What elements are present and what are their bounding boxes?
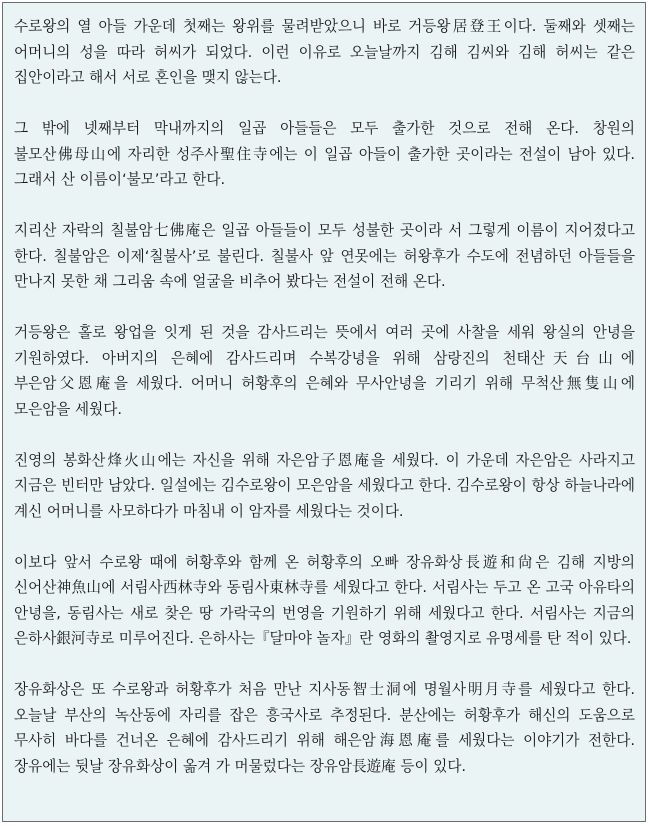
- paragraph-4: 거등왕은 홀로 왕업을 잇게 된 것을 감사드리는 뜻에서 여러 곳에 사찰을 세워 왕실의 안녕을 기원하였다. 아버지의 은혜에 감사드리며 수복강녕을 위해 삼랑진의 천태산天台山에 부은암父恩庵을 세웠다. 어머니 허황후의 은혜와 무사안녕을 기리기 위해 무척산無隻山에 모은암을 세웠다.: [14, 324, 635, 418]
- text-box: [2, 2, 646, 822]
- paragraph-5: 진영의 봉화산烽火山에는 자신을 위해 자은암子恩庵을 세웠다. 이 가운데 자은암은 사라지고 지금은 빈터만 남았다. 일설에는 김수로왕이 모은암을 세웠다고 한다. 김수로왕이 항상 하늘나라에 계신 어머니를 사모하다가 마침내 이 암자를 세웠다는 것이다.: [14, 451, 635, 520]
- paragraph-1: 수로왕의 열 아들 가운데 첫째는 왕위를 물려받았으니 바로 거등왕居登王이다. 둘째와 셋째는 어머니의 성을 따라 허씨가 되었다. 이런 이유로 오늘날까지 김해 김씨와 김해 허씨는 같은 집안이라고 해서 서로 혼인을 맺지 않는다.: [14, 18, 635, 86]
- paragraph-7: 장유화상은 또 수로왕과 허황후가 처음 만난 지사동智士洞에 명월사明月寺를 세웠다고 한다. 오늘날 부산의 녹산동에 자리를 잡은 흥국사로 추정된다. 분산에는 허황후가 해신의 도움으로 무사히 바다를 건너온 은혜에 감사드리기 위해 해은암海恩庵를 세웠다는 이야기가 전한다. 장유에는 뒷날 장유화상이 옮겨 가 머물렀다는 장유암長遊庵 등이 있다.: [14, 681, 635, 775]
- paragraph-2: 그 밖에 넷째부터 막내까지의 일곱 아들들은 모두 출가한 것으로 전해 온다. 창원의 불모산佛母山에 자리한 성주사聖住寺에는 이 일곱 아들이 출가한 곳이라는 전설이 남아 있다. 그래서 산 이름이‘불모’라고 한다.: [14, 120, 635, 188]
- paragraph-6: 이보다 앞서 수로왕 때에 허황후와 함께 온 허황후의 오빠 장유화상長遊和尙은 김해 지방의 신어산神魚山에 서림사西林寺와 동림사東林寺를 세웠다고 한다. 서림사는 두고 온 고국 아유타의 안녕을, 동림사는 새로 찾은 땅 가락국의 번영을 기원하기 위해 세웠다고 한다. 서림사는 지금의 은하사銀河寺로 미루어진다. 은하사는『달마야 놀자』란 영화의 촬영지로 유명세를 탄 적이 있다.: [14, 553, 635, 647]
- paragraph-3: 지리산 자락의 칠불암七佛庵은 일곱 아들들이 모두 성불한 곳이라 서 그렇게 이름이 지어졌다고 한다. 칠불암은 이제‘칠불사’로 불린다. 칠불사 앞 연못에는 허왕후가 수도에 전념하던 아들들을 만나지 못한 채 그리움 속에 얼굴을 비추어 봤다는 전설이 전해 온다.: [14, 222, 635, 290]
